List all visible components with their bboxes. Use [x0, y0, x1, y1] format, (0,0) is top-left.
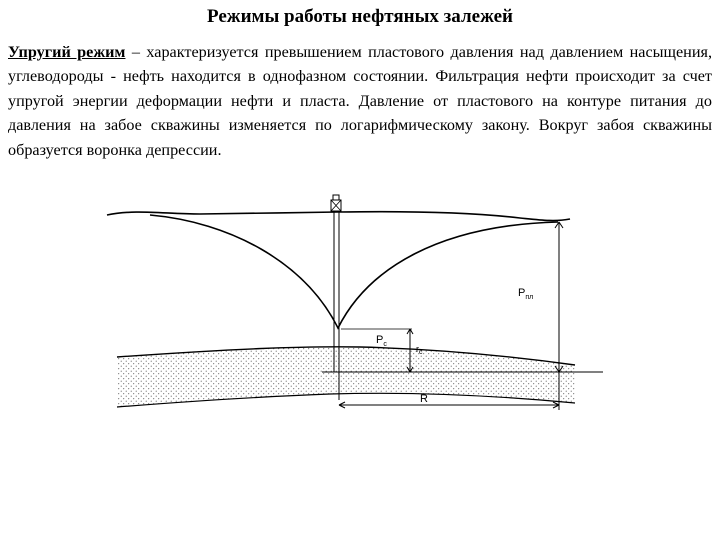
reservoir-pressure-arrow-top-2	[559, 222, 563, 228]
reservoir-pressure-arrow-top	[555, 222, 559, 228]
label-supply-radius: R	[420, 393, 428, 405]
label-well-radius: $r_c$	[416, 344, 423, 356]
depression-funnel-curve	[150, 215, 558, 328]
label-reservoir-pressure: $P_{пл}$	[518, 287, 534, 301]
term-elastic-mode: Упругий режим	[8, 43, 126, 61]
description-text: – характеризуется превышением пластового давления над давлением насыщения, углеводороды - нефть находится в однофазном состоянии. Фильтрация нефти происходит за счет упругой энергии деформации нефти и пласта. Давление от пластового на контуре питания до давления на забое скважины изменяется по логарифмическому закону. Вокруг забоя скважины образуется воронка депрессии.	[8, 43, 712, 159]
label-bottomhole-pressure: $P_c$	[376, 334, 387, 348]
page-title: Режимы работы нефтяных залежей	[207, 6, 513, 27]
derrick-icon	[331, 195, 341, 211]
